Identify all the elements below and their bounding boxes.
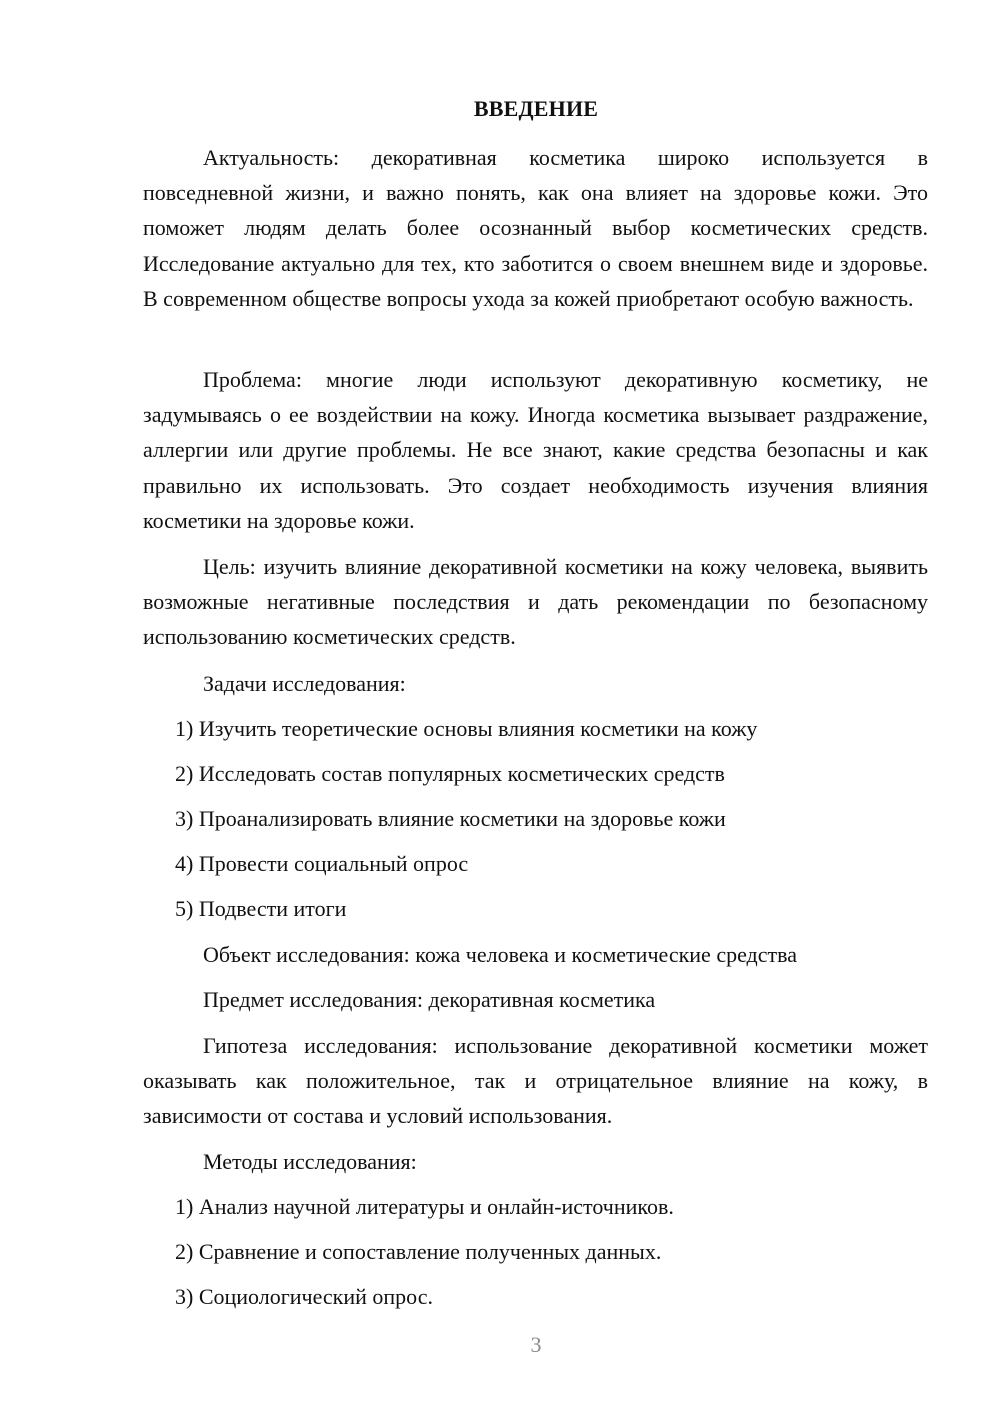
hypothesis-paragraph: Гипотеза исследования: использование декоративной косметики может оказывать как положительное, так и отрицательное влияние на кожу, в зависимости от состава и условий использования. <box>143 1033 928 1129</box>
section-title: ВВЕДЕНИЕ <box>473 96 599 121</box>
methods-heading: Методы исследования: <box>203 1149 417 1174</box>
tasks-heading: Задачи исследования: <box>203 671 406 696</box>
list-item: 1) Изучить теоретические основы влияния косметики на кожу <box>175 716 758 741</box>
relevance-paragraph: Актуальность: декоративная косметика широко используется в повседневной жизни, и важно понять, как она влияет на здоровье кожи. Это поможет людям делать более осознанный выбор косметических средств. Исследование актуально для тех, кто заботится о своем внешнем виде и здоровье. В современном обществе вопросы ухода за кожей приобретают особую важность. <box>143 145 928 311</box>
list-item: 2) Исследовать состав популярных косметических средств <box>175 761 725 786</box>
list-item: 2) Сравнение и сопоставление полученных данных. <box>175 1239 662 1264</box>
subject-line: Предмет исследования: декоративная косметика <box>203 987 656 1012</box>
problem-paragraph: Проблема: многие люди используют декоративную косметику, не задумываясь о ее воздействии на кожу. Иногда косметика вызывает раздражение, аллергии или другие проблемы. Не все знают, какие средства безопасны и как правильно их использовать. Это создает необходимость изучения влияния косметики на здоровье кожи. <box>143 367 928 533</box>
list-item: 4) Провести социальный опрос <box>175 851 469 876</box>
list-item: 3) Социологический опрос. <box>175 1284 433 1309</box>
list-item: 1) Анализ научной литературы и онлайн-источников. <box>175 1194 674 1219</box>
page-number: 3 <box>530 1332 542 1357</box>
object-line: Объект исследования: кожа человека и косметические средства <box>203 942 797 967</box>
goal-paragraph: Цель: изучить влияние декоративной косметики на кожу человека, выявить возможные негативные последствия и дать рекомендации по безопасному использованию косметических средств. <box>143 554 928 650</box>
list-item: 5) Подвести итоги <box>175 896 347 921</box>
list-item: 3) Проанализировать влияние косметики на здоровье кожи <box>175 806 726 831</box>
